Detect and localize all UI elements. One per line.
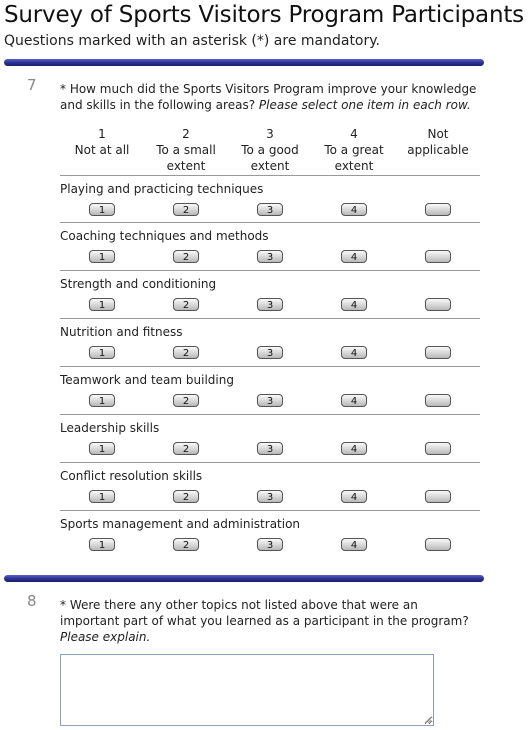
row-label: Teamwork and team building	[60, 373, 234, 387]
rating-button-not-applicable[interactable]	[425, 490, 451, 503]
column-header-line: 4	[350, 127, 358, 141]
row-separator	[60, 318, 480, 319]
rating-button-1[interactable]: 1	[89, 203, 115, 216]
column-header-3	[228, 126, 312, 174]
rating-button-3[interactable]: 3	[257, 346, 283, 359]
rating-button-2[interactable]: 2	[173, 538, 199, 551]
column-header-2	[144, 126, 228, 174]
rating-button-not-applicable[interactable]	[425, 442, 451, 455]
column-header-line: Not at all	[74, 143, 130, 157]
rating-button-1[interactable]: 1	[89, 490, 115, 503]
row-separator	[60, 270, 480, 271]
question-8-instruction: Please explain.	[60, 630, 151, 644]
rating-button-1[interactable]: 1	[89, 346, 115, 359]
row-separator	[60, 462, 480, 463]
row-label: Playing and practicing techniques	[60, 182, 264, 196]
rating-button-4[interactable]: 4	[341, 442, 367, 455]
row-label: Sports management and administration	[60, 517, 301, 531]
rating-button-3[interactable]: 3	[257, 298, 283, 311]
row-label: Strength and conditioning	[60, 277, 217, 291]
rating-button-1[interactable]: 1	[89, 250, 115, 263]
rating-button-3[interactable]: 3	[257, 394, 283, 407]
question-number-8: 8	[27, 592, 37, 610]
row-label: Conflict resolution skills	[60, 469, 203, 483]
column-header-line: extent	[334, 159, 374, 173]
question-number-7: 7	[27, 76, 37, 94]
row-separator	[60, 366, 480, 367]
section-divider-bar	[4, 59, 484, 66]
explanation-textarea[interactable]	[60, 654, 434, 726]
rating-button-1[interactable]: 1	[89, 442, 115, 455]
row-separator	[60, 222, 480, 223]
rating-button-3[interactable]: 3	[257, 203, 283, 216]
column-header-line: extent	[166, 159, 206, 173]
column-header-line: To a great	[324, 143, 384, 157]
rating-button-2[interactable]: 2	[173, 442, 199, 455]
rating-button-4[interactable]: 4	[341, 298, 367, 311]
column-header-line: extent	[250, 159, 290, 173]
column-header-line: Not	[427, 127, 449, 141]
column-header-line: To a good	[241, 143, 299, 157]
question-7-prompt: * How much did the Sports Visitors Program improve your knowledge and skills in the following areas?	[60, 82, 477, 112]
rating-button-3[interactable]: 3	[257, 442, 283, 455]
question-8-text	[60, 597, 480, 645]
rating-button-4[interactable]: 4	[341, 250, 367, 263]
rating-button-2[interactable]: 2	[173, 298, 199, 311]
rating-button-2[interactable]: 2	[173, 490, 199, 503]
rating-button-not-applicable[interactable]	[425, 250, 451, 263]
rating-button-not-applicable[interactable]	[425, 538, 451, 551]
rating-button-not-applicable[interactable]	[425, 394, 451, 407]
row-separator	[60, 510, 480, 511]
row-separator	[60, 175, 480, 176]
column-header-line: applicable	[407, 143, 469, 157]
rating-button-3[interactable]: 3	[257, 490, 283, 503]
column-header-line: To a small	[156, 143, 216, 157]
row-separator	[60, 414, 480, 415]
rating-button-2[interactable]: 2	[173, 346, 199, 359]
rating-button-not-applicable[interactable]	[425, 346, 451, 359]
rating-button-2[interactable]: 2	[173, 203, 199, 216]
rating-button-1[interactable]: 1	[89, 394, 115, 407]
column-header-1	[60, 126, 144, 158]
column-header-4	[312, 126, 396, 174]
row-label: Leadership skills	[60, 421, 160, 435]
rating-button-3[interactable]: 3	[257, 250, 283, 263]
rating-button-4[interactable]: 4	[341, 394, 367, 407]
column-header-line: 2	[182, 127, 190, 141]
section-divider-bar	[4, 575, 484, 582]
rating-button-not-applicable[interactable]	[425, 203, 451, 216]
question-7-instruction: Please select one item in each row.	[258, 98, 471, 112]
question-7-text	[60, 81, 480, 113]
row-label: Coaching techniques and methods	[60, 229, 269, 243]
column-header-line: 3	[266, 127, 274, 141]
rating-button-4[interactable]: 4	[341, 346, 367, 359]
rating-button-2[interactable]: 2	[173, 250, 199, 263]
rating-button-3[interactable]: 3	[257, 538, 283, 551]
question-8-prompt: * Were there any other topics not listed above that were an important part of what you learned as a participant in the program?	[60, 598, 469, 628]
rating-button-1[interactable]: 1	[89, 538, 115, 551]
rating-button-1[interactable]: 1	[89, 298, 115, 311]
row-label: Nutrition and fitness	[60, 325, 183, 339]
rating-button-4[interactable]: 4	[341, 490, 367, 503]
rating-button-not-applicable[interactable]	[425, 298, 451, 311]
rating-button-4[interactable]: 4	[341, 203, 367, 216]
rating-button-4[interactable]: 4	[341, 538, 367, 551]
page-title: Survey of Sports Visitors Program Participants	[4, 2, 524, 28]
mandatory-note: Questions marked with an asterisk (*) are mandatory.	[4, 33, 380, 49]
rating-button-2[interactable]: 2	[173, 394, 199, 407]
column-header-5	[396, 126, 480, 158]
column-header-line: 1	[98, 127, 106, 141]
